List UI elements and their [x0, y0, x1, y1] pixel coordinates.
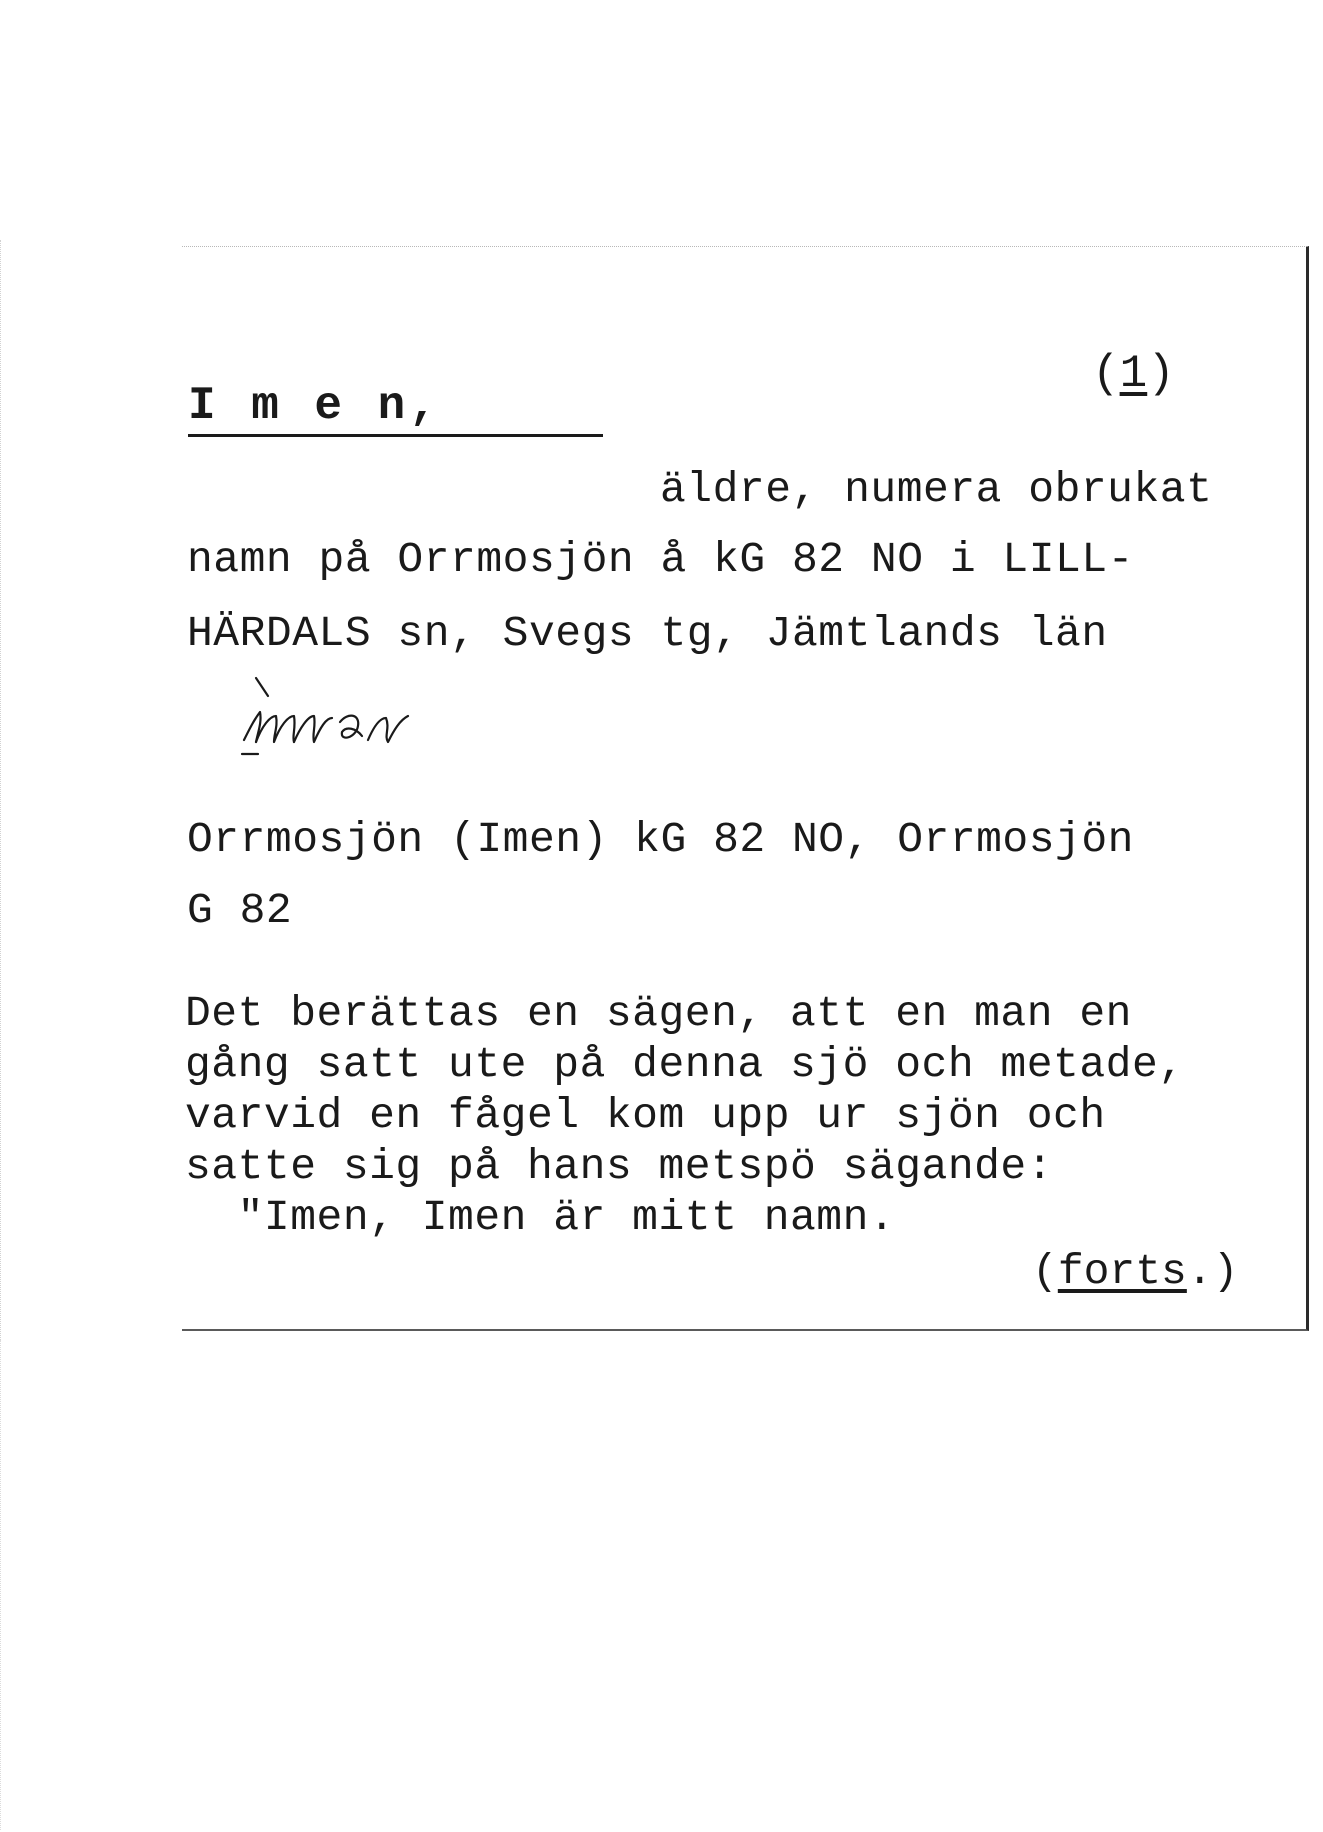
- legend-line: satte sig på hans metspö sägande:: [185, 1142, 1054, 1191]
- handwritten-pronunciation: [228, 670, 428, 770]
- continued-marker: (forts.): [1032, 1247, 1239, 1296]
- card-number: (1): [1092, 348, 1175, 400]
- map-reference-line-1: Orrmosjön (Imen) kG 82 NO, Orrmosjön: [187, 815, 1134, 864]
- map-reference-line-2: G 82: [187, 886, 293, 935]
- description-line-1: äldre, numera obrukat: [660, 465, 1213, 514]
- legend-line: varvid en fågel kom upp ur sjön och: [185, 1091, 1106, 1140]
- legend-text: [185, 988, 1185, 1243]
- legend-line: gång satt ute på denna sjö och metade,: [185, 1040, 1185, 1089]
- legend-line: "Imen, Imen är mitt namn.: [185, 1193, 896, 1242]
- description-line-2: namn på Orrmosjön å kG 82 NO i LILL-: [187, 535, 1134, 584]
- description-line-3: HÄRDALS sn, Svegs tg, Jämtlands län: [187, 609, 1108, 658]
- headword-underline: [188, 434, 603, 437]
- legend-line: Det berättas en sägen, att en man en: [185, 989, 1132, 1038]
- scan-edge-marks-lower: [0, 1340, 5, 1830]
- scan-edge-marks: [0, 240, 11, 1340]
- headword: I m e n,: [188, 380, 441, 432]
